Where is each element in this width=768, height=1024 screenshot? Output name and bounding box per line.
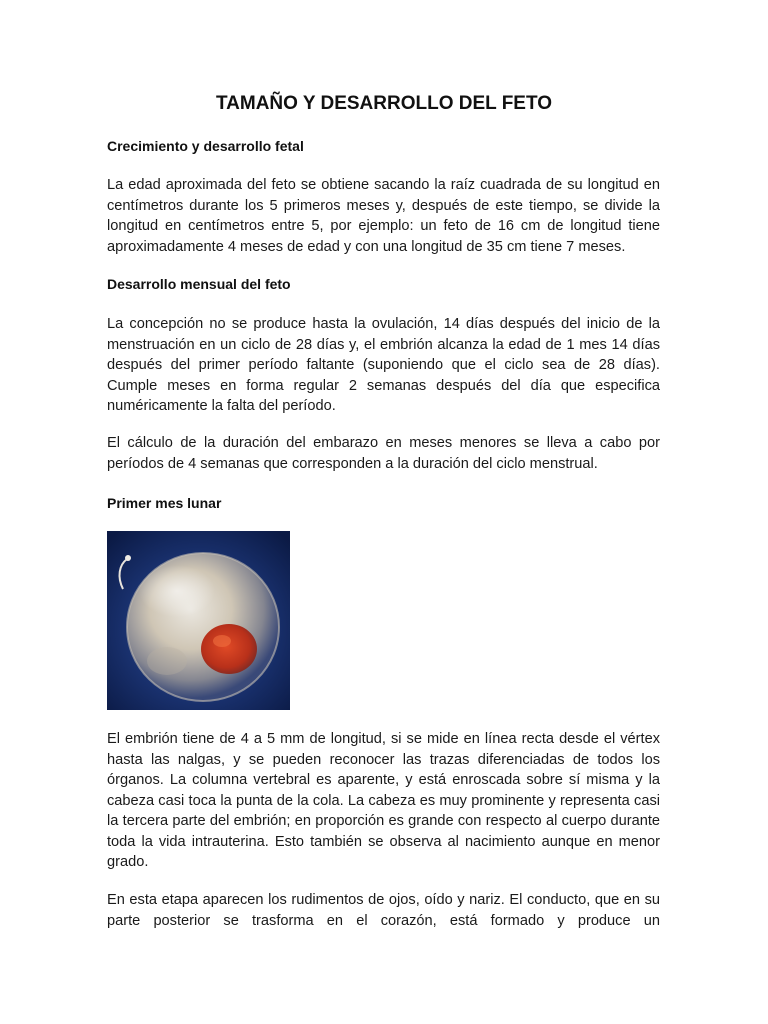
paragraph-embrion: El embrión tiene de 4 a 5 mm de longitud, si se mide en línea recta desde el vértex hasta las nalgas, y se pueden reconocer las trazas diferenciadas de todos los órganos. La columna vertebral es aparente, y está enroscada sobre sí misma y la cabeza casi toca la punta de la cola. La cabeza es muy prominente y representa casi la tercera parte del embrión; en proporción es grande con respecto al cuerpo durante toda la vida intrauterina. Esto también se observa al nacimiento aunque en menor grado. (107, 731, 660, 870)
paragraph-rudimentos: En esta etapa aparecen los rudimentos de ojos, oído y nariz. El conducto, que en su parte posterior se trasforma en el corazón, está formado y produce un (107, 892, 660, 929)
page-title: TAMAÑO Y DESARROLLO DEL FETO (215, 93, 553, 114)
section-heading-primer-mes: Primer mes lunar (107, 495, 222, 511)
section-heading-crecimiento: Crecimiento y desarrollo fetal (107, 138, 304, 154)
embryo-photo-icon (107, 531, 290, 710)
section-heading-desarrollo-mensual: Desarrollo mensual del feto (107, 276, 291, 292)
paragraph-concepcion: La concepción no se produce hasta la ovulación, 14 días después del inicio de la menstruación en un ciclo de 28 días y, el embrión alcanza la edad de 1 mes 14 días después del primer período faltante (suponiendo que el ciclo sea de 28 días). Cumple meses en forma regular 2 semanas después del día que especifica numéricamente la falta del período. (107, 316, 660, 414)
paragraph-crecimiento: La edad aproximada del feto se obtiene sacando la raíz cuadrada de su longitud en centímetros durante los 5 primeros meses y, después de este tiempo, se divide la longitud en centímetros entre 5, por ejemplo: un feto de 16 cm de longitud tiene aproximadamente 4 meses de edad y con una longitud de 35 cm tiene 7 meses. (107, 177, 660, 255)
paragraph-calculo-duracion: El cálculo de la duración del embarazo en meses menores se lleva a cabo por períodos de 4 semanas que corresponden a la duración del ciclo menstrual. (107, 435, 660, 472)
